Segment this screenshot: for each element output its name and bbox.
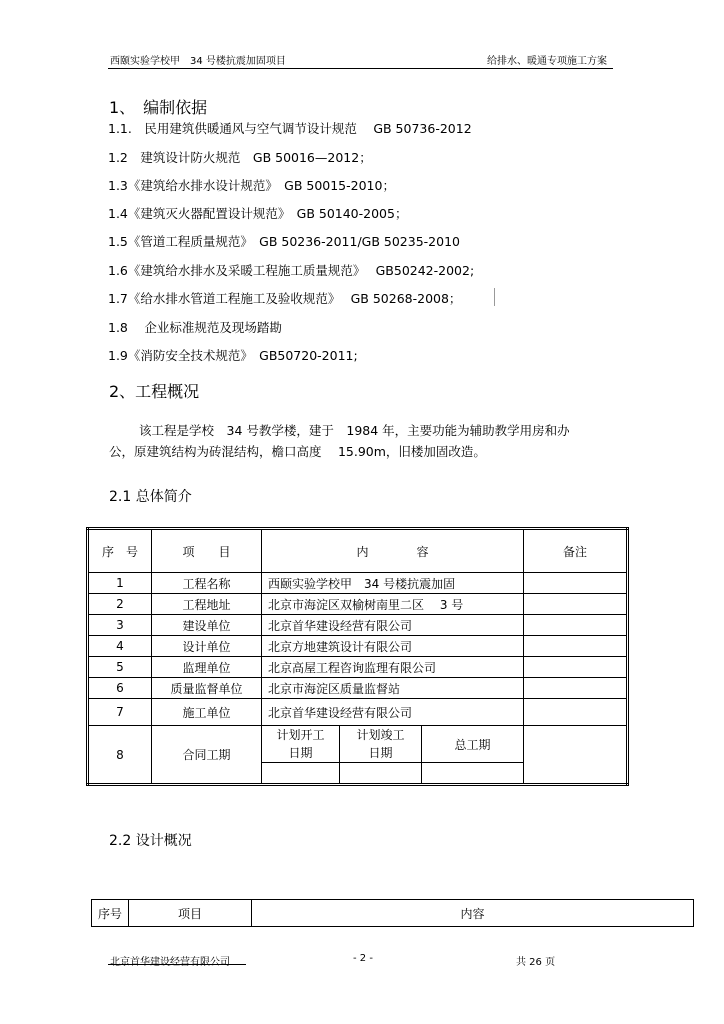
table-cell-content: 北京首华建设经营有限公司 [262,615,524,636]
table-cell-no: 8 [88,726,152,785]
table-cell-item: 质量监督单位 [152,678,262,699]
table-cell-item: 合同工期 [152,726,262,785]
table-cell-no: 2 [88,594,152,615]
header-cell-item: 项 目 [152,529,262,573]
header-cell-no: 序 号 [88,529,152,573]
design-table [91,899,694,927]
planned-start-value [262,763,340,785]
section-2-1-title: 2.1 总体简介 [109,489,192,505]
ref-item: 1.7《给水排水管道工程施工及验收规范》 GB 50268-2008； [108,291,462,306]
planned-end-line-1: 计划竣工 [356,728,405,742]
overview-paragraph-line-1: 该工程是学校 34 号教学楼，建于 1984 年，主要功能为辅助教学用房和办 [139,423,570,438]
table-cell-remark [524,573,628,594]
header-cell-content: 内容 [252,900,694,927]
planned-end-value [340,763,422,785]
ref-item: 1.9《消防安全技术规范》 GB50720-2011; [108,348,358,363]
header-cell-no: 序号 [92,900,129,927]
total-duration-label: 总工期 [422,726,524,763]
table-cell-content: 北京市海淀区质量监督站 [262,678,524,699]
header-rule [108,68,613,69]
planned-end-label [340,726,422,763]
table-cell-item: 建设单位 [152,615,262,636]
planned-start-line-1: 计划开工 [276,728,325,742]
ref-item: 1.8 企业标准规范及现场踏勘 [108,320,282,335]
ref-item: 1.2 建筑设计防火规范 GB 50016—2012； [108,150,372,165]
header-cell-content: 内 容 [262,529,524,573]
header-project: 西颐实验学校甲 34 号楼抗震加固项目 [110,56,286,67]
table-cell-remark [524,726,628,785]
table-cell-remark [524,636,628,657]
table-cell-remark [524,678,628,699]
page-total: 共 26 页 [516,957,556,968]
table-cell-no: 5 [88,657,152,678]
section-2-title: 2、工程概况 [109,382,200,401]
table-cell-item: 工程地址 [152,594,262,615]
overview-paragraph-line-2: 公，原建筑结构为砖混结构，檐口高度 15.90m，旧楼加固改造。 [109,444,486,459]
table-cell-content: 北京市海淀区双榆树南里二区 3 号 [262,594,524,615]
header-doc-title: 给排水、暖通专项施工方案 [487,56,607,67]
header-cell-remark: 备注 [524,529,628,573]
table-cell-no: 3 [88,615,152,636]
ref-item: 1.6《建筑给水排水及采暖工程施工质量规范》 GB50242-2002; [108,263,475,278]
section-2-2-title: 2.2 设计概况 [109,833,192,849]
table-cell-item: 设计单位 [152,636,262,657]
table-cell-no: 7 [88,699,152,726]
table-cell-content: 北京高屋工程咨询监理有限公司 [262,657,524,678]
planned-end-line-2: 日期 [368,746,393,760]
footer-rule [108,964,246,965]
cursor-mark [494,288,495,306]
table-cell-remark [524,657,628,678]
table-cell-item: 施工单位 [152,699,262,726]
header-cell-item: 项目 [129,900,252,927]
footer-company: 北京首华建设经营有限公司 [110,957,230,968]
ref-item: 1.3《建筑给水排水设计规范》 GB 50015-2010； [108,178,395,193]
planned-start-label [262,726,340,763]
page-number: - 2 - [353,953,373,964]
planned-start-line-2: 日期 [288,746,313,760]
overview-table [86,527,629,786]
section-1-title: 1、 编制依据 [109,98,208,117]
table-cell-no: 6 [88,678,152,699]
ref-item: 1.4《建筑灭火器配置设计规范》 GB 50140-2005； [108,206,408,221]
table-cell-item: 工程名称 [152,573,262,594]
table-cell-content: 北京方地建筑设计有限公司 [262,636,524,657]
ref-item: 1.5《管道工程质量规范》 GB 50236-2011/GB 50235-2010 [108,234,460,249]
table-cell-remark [524,615,628,636]
table-cell-remark [524,594,628,615]
ref-item: 1.1. 民用建筑供暖通风与空气调节设计规范 GB 50736-2012 [108,121,472,136]
table-cell-content: 西颐实验学校甲 34 号楼抗震加固 [262,573,524,594]
total-duration-value [422,763,524,785]
table-cell-content: 北京首华建设经营有限公司 [262,699,524,726]
table-cell-remark [524,699,628,726]
table-cell-no: 4 [88,636,152,657]
table-cell-no: 1 [88,573,152,594]
table-cell-item: 监理单位 [152,657,262,678]
